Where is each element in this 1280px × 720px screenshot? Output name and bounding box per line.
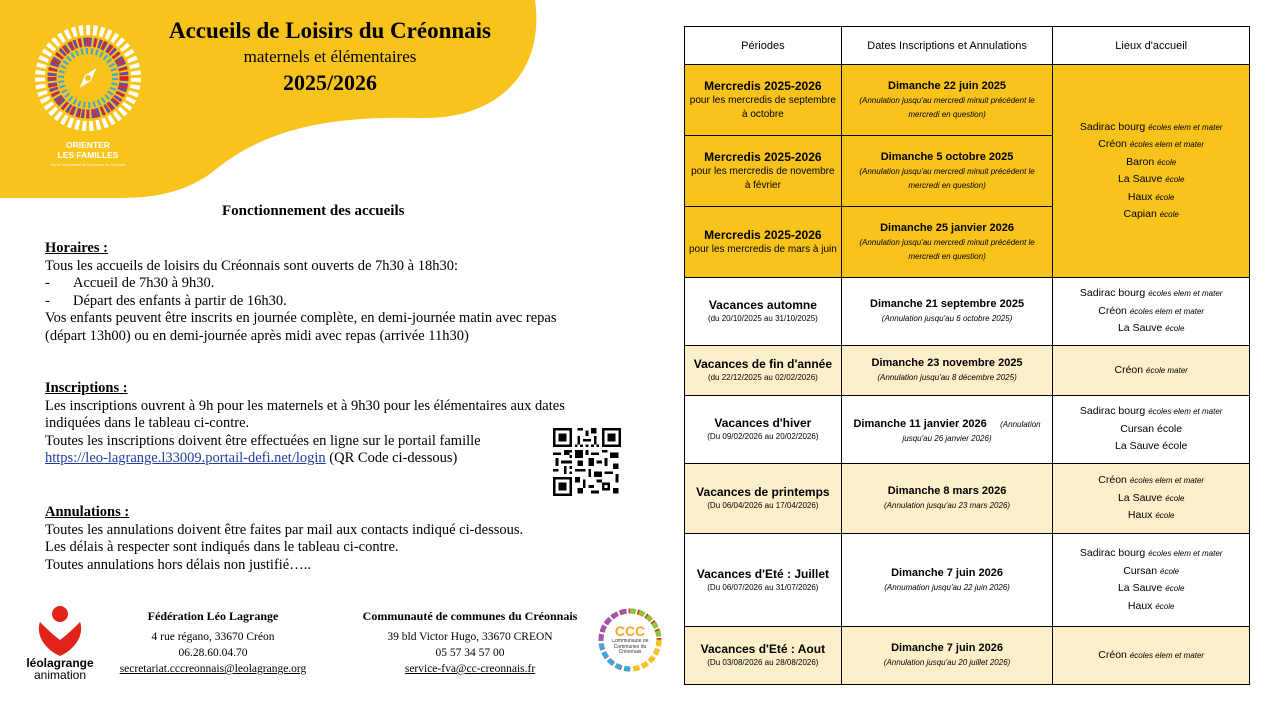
- ccc-title: Communauté de communes du Créonnais: [362, 609, 578, 623]
- location-item: Créon écoles elem et mater: [1098, 648, 1205, 661]
- date-cell: [841, 464, 1053, 534]
- header-title-block: [130, 18, 530, 96]
- table-row: [685, 65, 1250, 136]
- date-note-inline: (Annulation: [1000, 419, 1041, 429]
- federation-email[interactable]: secretariat.cccreonnais@leolagrange.org: [119, 663, 307, 675]
- inscriptions-heading: Inscriptions :: [45, 380, 128, 396]
- period-sub: (Du 06/04/2026 au 17/04/2026): [707, 501, 819, 510]
- period-name: Vacances d'Eté : Juillet: [696, 566, 829, 581]
- location-item: Créon écoles elem et mater: [1098, 138, 1205, 150]
- annulations-line: Toutes les annulations doivent être faites par mail aux contacts indiqué ci-dessous.: [45, 521, 524, 538]
- period-cell: [685, 136, 842, 207]
- federation-title: Fédération Léo Lagrange: [147, 609, 279, 623]
- date-cell: [841, 396, 1053, 464]
- period-cell: [685, 464, 842, 534]
- horaires-bullet: - Accueil de 7h30 à 9h30.: [45, 275, 215, 291]
- qr-code: [553, 428, 621, 496]
- location-cell: [1053, 65, 1250, 278]
- annulations-line: Toutes annulations hors délais non justifié…..: [45, 556, 311, 573]
- location-item: Sadirac bourg écoles elem et mater: [1079, 405, 1223, 418]
- location-item: La Sauve école: [1117, 582, 1185, 594]
- date-main: Dimanche 5 octobre 2025: [880, 150, 1014, 163]
- date-main: Dimanche 11 janvier 2026: [853, 417, 987, 430]
- date-cell: [841, 65, 1053, 136]
- date-cell: [841, 207, 1053, 278]
- leo-logo-text-2: animation: [33, 668, 87, 680]
- date-main: Dimanche 25 janvier 2026: [880, 221, 1015, 234]
- period-name: Vacances d'hiver: [714, 416, 812, 430]
- table-header-row: [685, 27, 1250, 65]
- date-cell: [841, 278, 1053, 346]
- date-main: Dimanche 7 juin 2026: [891, 642, 1003, 654]
- location-item: La Sauve école: [1117, 322, 1185, 335]
- period-cell: [685, 346, 842, 396]
- federation-address: 4 rue régano, 33670 Créon: [151, 631, 275, 643]
- annulations-heading: Annulations :: [45, 504, 130, 520]
- location-item: Sadirac bourg écoles elem et mater: [1079, 547, 1223, 559]
- table-row: [685, 534, 1250, 627]
- location-cell: [1053, 278, 1250, 346]
- ccc-contact: [345, 608, 595, 677]
- inscriptions-block: [45, 380, 625, 468]
- horaires-line: Tous les accueils de loisirs du Créonnais sont ouverts de 7h30 à 18h30:: [45, 257, 458, 274]
- date-main: Dimanche 23 novembre 2025: [871, 357, 1023, 369]
- period-name: Vacances automne: [708, 298, 817, 312]
- date-note: (Annulation jusqu'au mercredi minuit précédent le mercredi en question): [859, 95, 1035, 119]
- date-note: (Annulation jusqu'au 23 mars 2026): [884, 501, 1011, 510]
- portal-link-line: [45, 450, 625, 468]
- table-header-dates: Dates Inscriptions et Annulations: [841, 27, 1053, 65]
- period-sub: pour les mercredis de septembre à octobre: [689, 94, 836, 120]
- period-cell: [685, 534, 842, 627]
- period-sub: (du 22/12/2025 au 02/02/2026): [707, 373, 818, 382]
- ccc-email[interactable]: service-fva@cc-creonnais.fr: [404, 663, 536, 675]
- date-main: Dimanche 22 juin 2025: [888, 79, 1007, 92]
- date-cell: [841, 627, 1053, 685]
- page-title: Accueils de Loisirs du Créonnais: [168, 18, 492, 43]
- date-note: jusqu'au 26 janvier 2026): [902, 433, 992, 443]
- location-item: Capian école: [1123, 208, 1179, 220]
- period-sub: (Du 06/07/2026 au 31/07/2026): [707, 582, 819, 592]
- portal-link[interactable]: https://leo-lagrange.l33009.portail-defi.net/login: [45, 450, 326, 466]
- period-cell: [685, 207, 842, 278]
- date-note: (Annulation jusqu'au 8 décembre 2025): [877, 373, 1017, 382]
- horaires-line: (départ 13h00) ou en demi-journée après midi avec repas (arrivée 11h30): [45, 327, 469, 344]
- ccc-logo: [598, 606, 662, 680]
- date-note: (Annulation jusqu'au mercredi minuit précédent le mercredi en question): [859, 237, 1035, 261]
- ccc-logo-text: Communauté de Communes du Créonnais: [611, 639, 649, 655]
- location-item: La Sauve école: [1117, 491, 1185, 504]
- location-item: Haux école: [1127, 190, 1175, 203]
- table-header-lieux: Lieux d'accueil: [1053, 27, 1250, 65]
- date-main: Dimanche 7 juin 2026: [891, 566, 1003, 579]
- date-note: (Annulation jusqu'au mercredi minuit précédent le mercredi en question): [859, 166, 1035, 190]
- location-cell: [1053, 396, 1250, 464]
- period-cell: [685, 627, 842, 685]
- location-item: Cursan école: [1120, 422, 1183, 435]
- period-sub: (Du 03/08/2026 au 28/08/2026): [707, 658, 819, 667]
- date-cell: [841, 136, 1053, 207]
- location-item: Baron école: [1126, 155, 1177, 168]
- leo-logo-text-1: léolagrange: [26, 656, 94, 670]
- logo-text-1: ORIENTER: [66, 140, 110, 150]
- annulations-block: [45, 504, 625, 574]
- annulations-line: Les délais à respecter sont indiqués dans le tableau ci-contre.: [45, 539, 399, 555]
- date-cell: [841, 534, 1053, 627]
- logo-text-2: LES FAMILLES: [57, 150, 119, 160]
- schedule-table: [684, 26, 1250, 685]
- date-main: Dimanche 21 septembre 2025: [870, 298, 1025, 310]
- table-header-periodes: Périodes: [685, 27, 842, 65]
- page-subtitle: maternels et élémentaires: [243, 47, 417, 66]
- horaires-line: Vos enfants peuvent être inscrits en journée complète, en demi-journée matin avec repas: [45, 310, 557, 326]
- inscriptions-line: indiquées dans le tableau ci-contre.: [45, 415, 250, 431]
- date-note: (Annulation jusqu'au 6 octobre 2025): [881, 314, 1013, 323]
- location-item: Créon écoles elem et mater: [1098, 474, 1205, 487]
- location-item: Haux école: [1127, 599, 1175, 612]
- location-item: La Sauve école: [1117, 173, 1185, 185]
- location-item: Haux école: [1127, 509, 1175, 522]
- federation-contact: [108, 608, 318, 677]
- period-name: Mercredis 2025-2026: [704, 149, 822, 164]
- horaires-heading: Horaires :: [45, 240, 108, 256]
- table-row: [685, 346, 1250, 396]
- period-name: Mercredis 2025-2026: [704, 78, 822, 93]
- portal-link-suffix: (QR Code ci-dessous): [325, 450, 458, 466]
- period-sub: (du 20/10/2025 au 31/10/2025): [707, 314, 818, 323]
- section-title: Fonctionnement des accueils: [222, 203, 405, 219]
- inscriptions-line: Toutes les inscriptions doivent être effectuées en ligne sur le portail famille: [45, 432, 481, 449]
- table-row: [685, 464, 1250, 534]
- location-cell: [1053, 464, 1250, 534]
- location-item: La Sauve école: [1114, 440, 1188, 453]
- date-cell: [841, 346, 1053, 396]
- period-sub: (Du 09/02/2026 au 20/02/2026): [707, 432, 819, 441]
- ccc-phone: 05 57 34 57 00: [435, 647, 505, 659]
- inscriptions-line: Les inscriptions ouvrent à 9h pour les maternels et à 9h30 pour les élémentaires aux dates: [45, 397, 565, 414]
- location-item: Créon écoles elem et mater: [1098, 304, 1205, 317]
- ccc-address: 39 bld Victor Hugo, 33670 CREON: [387, 631, 553, 643]
- location-item: Sadirac bourg écoles elem et mater: [1079, 287, 1223, 300]
- school-year: 2025/2026: [282, 70, 378, 95]
- period-cell: [685, 396, 842, 464]
- ccc-logo-letters: CCC: [614, 623, 646, 639]
- date-main: Dimanche 8 mars 2026: [887, 485, 1007, 497]
- period-name: Vacances de printemps: [696, 485, 830, 499]
- location-cell: [1053, 534, 1250, 627]
- period-cell: [685, 278, 842, 346]
- date-note: (Annulation jusqu'au 20 juillet 2026): [883, 658, 1011, 667]
- table-row: [685, 396, 1250, 464]
- period-name: Mercredis 2025-2026: [704, 227, 822, 242]
- leo-lagrange-logo: [18, 604, 102, 680]
- period-sub: pour les mercredis de mars à juin: [688, 243, 837, 255]
- table-row: [685, 627, 1250, 685]
- location-item: Cursan école: [1123, 564, 1180, 577]
- federation-phone: 06.28.60.04.70: [178, 647, 248, 659]
- orienter-familles-logo: [30, 20, 145, 180]
- horaires-block: [45, 240, 625, 345]
- date-note: (Annumation jusqu'au 22 juin 2026): [884, 582, 1010, 592]
- period-name: Vacances de fin d'année: [693, 357, 832, 371]
- logo-text-3: Sur la Communauté de Communes du Créonnais: [50, 163, 126, 167]
- period-name: Vacances d'Eté : Aout: [700, 642, 826, 656]
- period-sub: pour les mercredis de novembre à février: [691, 165, 835, 191]
- location-item: Créon école mater: [1114, 363, 1188, 376]
- location-cell: [1053, 627, 1250, 685]
- location-item: Sadirac bourg écoles elem et mater: [1079, 120, 1223, 133]
- period-cell: [685, 65, 842, 136]
- location-cell: [1053, 346, 1250, 396]
- horaires-bullet: - Départ des enfants à partir de 16h30.: [45, 292, 287, 309]
- table-row: [685, 278, 1250, 346]
